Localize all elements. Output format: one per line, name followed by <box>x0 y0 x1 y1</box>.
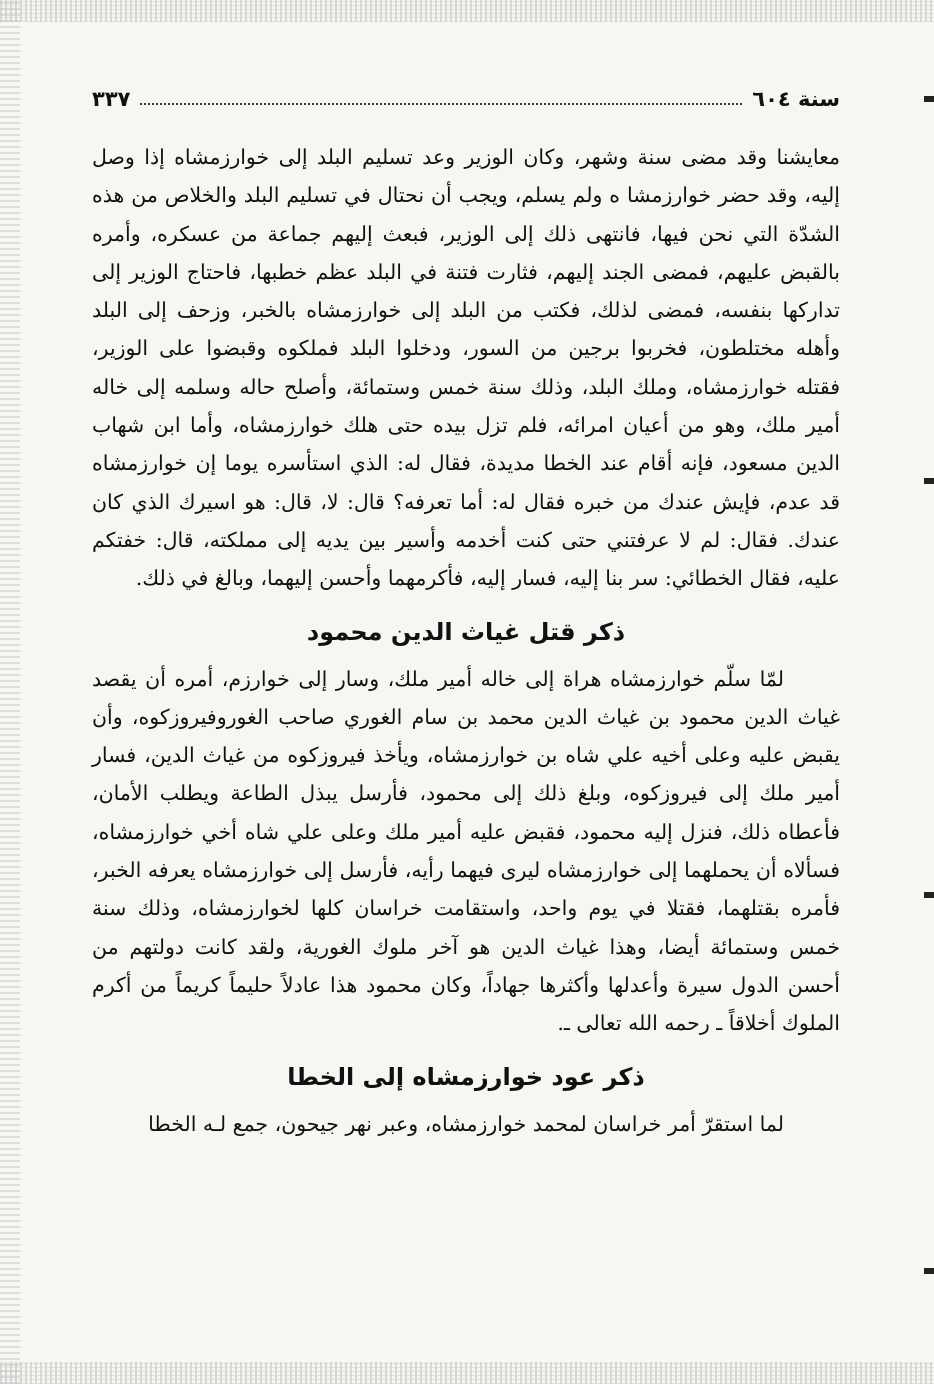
running-title: سنة ٦٠٤ <box>752 87 840 111</box>
page-number: ٣٣٧ <box>92 87 131 111</box>
running-header <box>92 82 840 116</box>
margin-mark <box>924 1268 934 1274</box>
paragraph: لمّا سلّم خوارزمشاه هراة إلى خاله أمير ملك، وسار إلى خوارزم، أمره أن يقصد غياث الدين محمود بن غياث الدين محمد بن سام الغوري صاحب الغوروفيروزكوه، وأن يقبض عليه وعلى أخيه علي شاه بن خوارزمشاه، ويأخذ فيروزكوه من غياث الدين، فسار أمير ملك إلى فيروزكوه، وبلغ ذلك إلى محمود، فأرسل يبذل الطاعة ويطلب الأمان، فأعطاه ذلك، فنزل إليه محمود، فقبض عليه أمير ملك وعلى علي شاه أخي خوارزمشاه، فسألاه أن يحملهما إلى خوارزمشاه ليرى فيهما رأيه، فأرسل إلى خوارزمشاه يعرفه الخبر، فأمره بقتلهما، فقتلا في يوم واحد، واستقامت خراسان كلها لخوارزمشاه، وذلك سنة خمس وستمائة أيضا، وهذا غياث الدين هو آخر ملوك الغورية، ولقد كانت دولتهم من أحسن الدول سيرة وأعدلها وأكثرها جهاداً، وكان محمود هذا عادلاً حليماً كريماً من أكرم الملوك أخلاقاً ـ رحمه الله تعالى ـ. <box>92 666 840 1036</box>
section-heading: ذكر عود خوارزمشاه إلى الخطا <box>287 1062 645 1091</box>
margin-mark <box>924 892 934 898</box>
margin-mark <box>924 96 934 102</box>
top-border-decoration <box>0 0 934 22</box>
left-border-decoration <box>0 0 20 1384</box>
leader-dots <box>140 93 742 105</box>
paragraph: لما استقرّ أمر خراسان لمحمد خوارزمشاه، وعبر نهر جيحون، جمع لـه الخطا <box>148 1111 784 1136</box>
page-body <box>92 138 840 1143</box>
section-heading: ذكر قتل غياث الدين محمود <box>306 617 626 646</box>
margin-mark <box>924 478 934 484</box>
bottom-border-decoration <box>0 1362 934 1384</box>
paragraph: معايشنا وقد مضى سنة وشهر، وكان الوزير وعد تسليم البلد إلى خوارزمشاه إذا وصل إليه، وقد حضر خوارزمشا ه ولم يسلم، ويجب أن نحتال في تسليم البلد والخلاص من هذه الشدّة التي نحن فيها، فانتهى ذلك إلى الوزير، فبعث إليهم جماعة من عسكره، وأمره بالقبض عليهم، فمضى الجند إليهم، فثارت فتنة في البلد عظم خطبها، فاحتاج الوزير إلى تداركها بنفسه، فمضى لذلك، فكتب من البلد إلى خوارزمشاه بالخبر، وزحف إلى البلد وأهله مختلطون، فخربوا برجين من السور، ودخلوا البلد فملكوه وقبضوا على الوزير، فقتله خوارزمشاه، وملك البلد، وذلك سنة خمس وستمائة، وأصلح حاله وسلمه إلى خاله أمير ملك، وهو من أعيان امرائه، فلم تزل بيده حتى هلك خوارزمشاه، وأما ابن شهاب الدين مسعود، فإنه أقام عند الخطا مديدة، فقال له: الذي استأسره يوما إن خوارزمشاه قد عدم، فإيش عندك من خبره فقال له: أما تعرفه؟ قال: لا، قال: هو اسيرك الذي كان عندك. فقال: لم لا عرفتني حتى كنت أخدمه وأسير بين يديه إلى مملكته، قال: خفتكم عليه، فقال الخطائي: سر بنا إليه، فسار إليه، فأكرمهما وأحسن إليهما، وبالغ في ذلك. <box>92 145 840 591</box>
